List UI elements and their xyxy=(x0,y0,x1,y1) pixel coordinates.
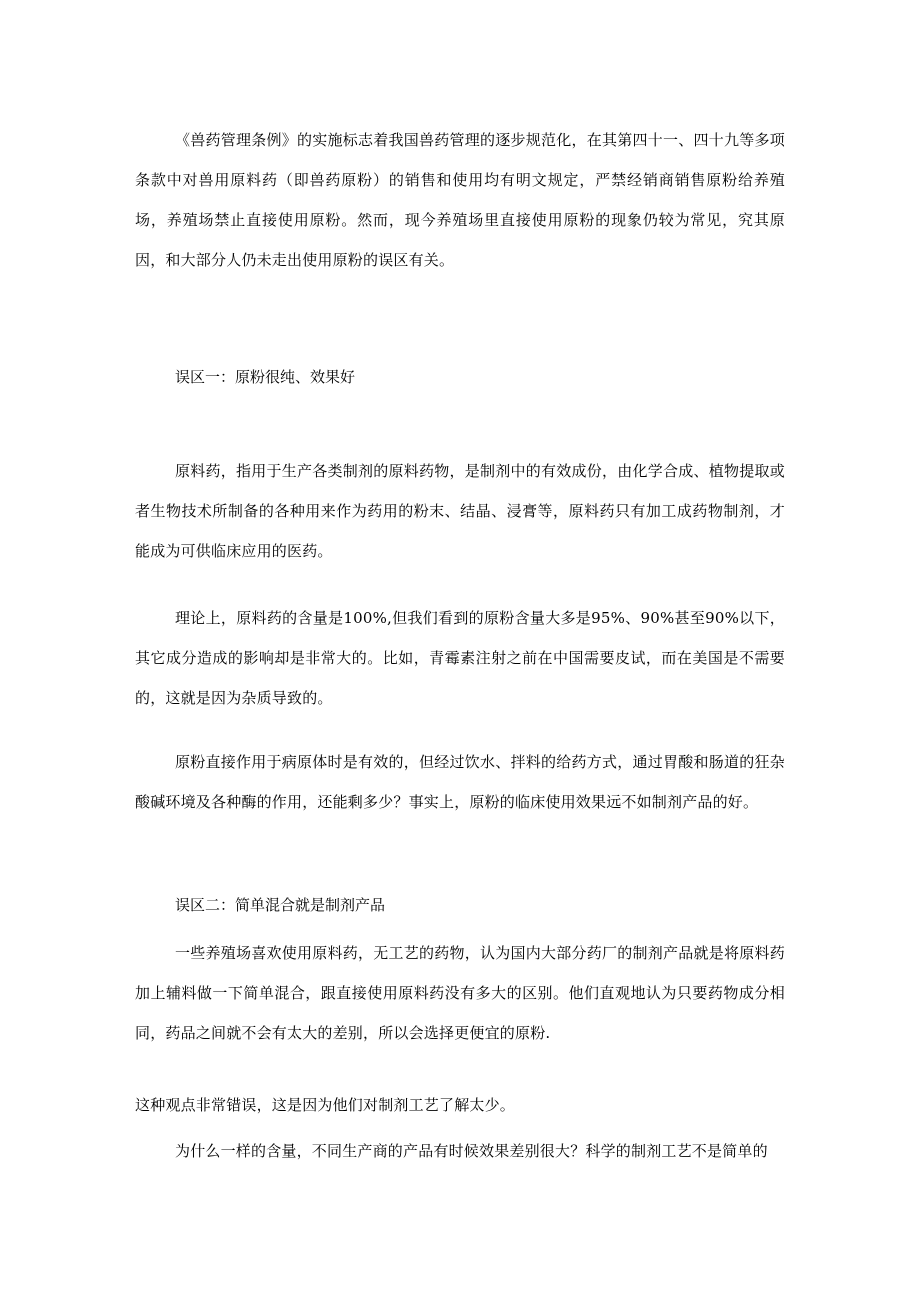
section-2-paragraph-1: 一些养殖场喜欢使用原料药，无工艺的药物，认为国内大部分药厂的制剂产品就是将原料药加上辅料做一下简单混合，跟直接使用原料药没有多大的区别。他们直观地认为只要药物成分相同，药品之间就不会有太大的差别，所以会选择更便宜的原粉. xyxy=(135,944,785,1042)
section-1-paragraph-2: 理论上，原料药的含量是100%,但我们看到的原粉含量大多是95%、90%甚至90%以下，其它成分造成的影响却是非常大的。比如，青霉素注射之前在中国需要皮试，而在美国是不需要的，这就是因为杂质导致的。 xyxy=(135,609,785,707)
section-1-heading: 误区一：原粉很纯、效果好 xyxy=(175,368,356,386)
intro-paragraph: 《兽药管理条例》的实施标志着我国兽药管理的逐步规范化，在其第四十一、四十九等多项条款中对兽用原料药（即兽药原粉）的销售和使用均有明文规定，严禁经销商销售原粉给养殖场，养殖场禁止直接使用原粉。然而，现今养殖场里直接使用原粉的现象仍较为常见，究其原因，和大部分人仍未走出使用原粉的误区有关。 xyxy=(135,131,785,269)
section-2-paragraph-2: 这种观点非常错误，这是因为他们对制剂工艺了解太少。 xyxy=(135,1096,516,1114)
section-1-paragraph-3: 原粉直接作用于病原体时是有效的，但经过饮水、拌料的给药方式，通过胃酸和肠道的狂杂酸碱环境及各种酶的作用，还能剩多少？事实上，原粉的临床使用效果远不如制剂产品的好。 xyxy=(135,753,785,811)
section-2-paragraph-3: 为什么一样的含量，不同生产商的产品有时候效果差别很大？科学的制剂工艺不是简单的 xyxy=(175,1142,768,1160)
section-1-paragraph-1: 原料药，指用于生产各类制剂的原料药物，是制剂中的有效成份，由化学合成、植物提取或者生物技术所制备的各种用来作为药用的粉末、结晶、浸膏等，原料药只有加工成药物制剂，才能成为可供临床应用的医药。 xyxy=(135,462,785,560)
section-2-heading: 误区二：简单混合就是制剂产品 xyxy=(175,896,386,914)
